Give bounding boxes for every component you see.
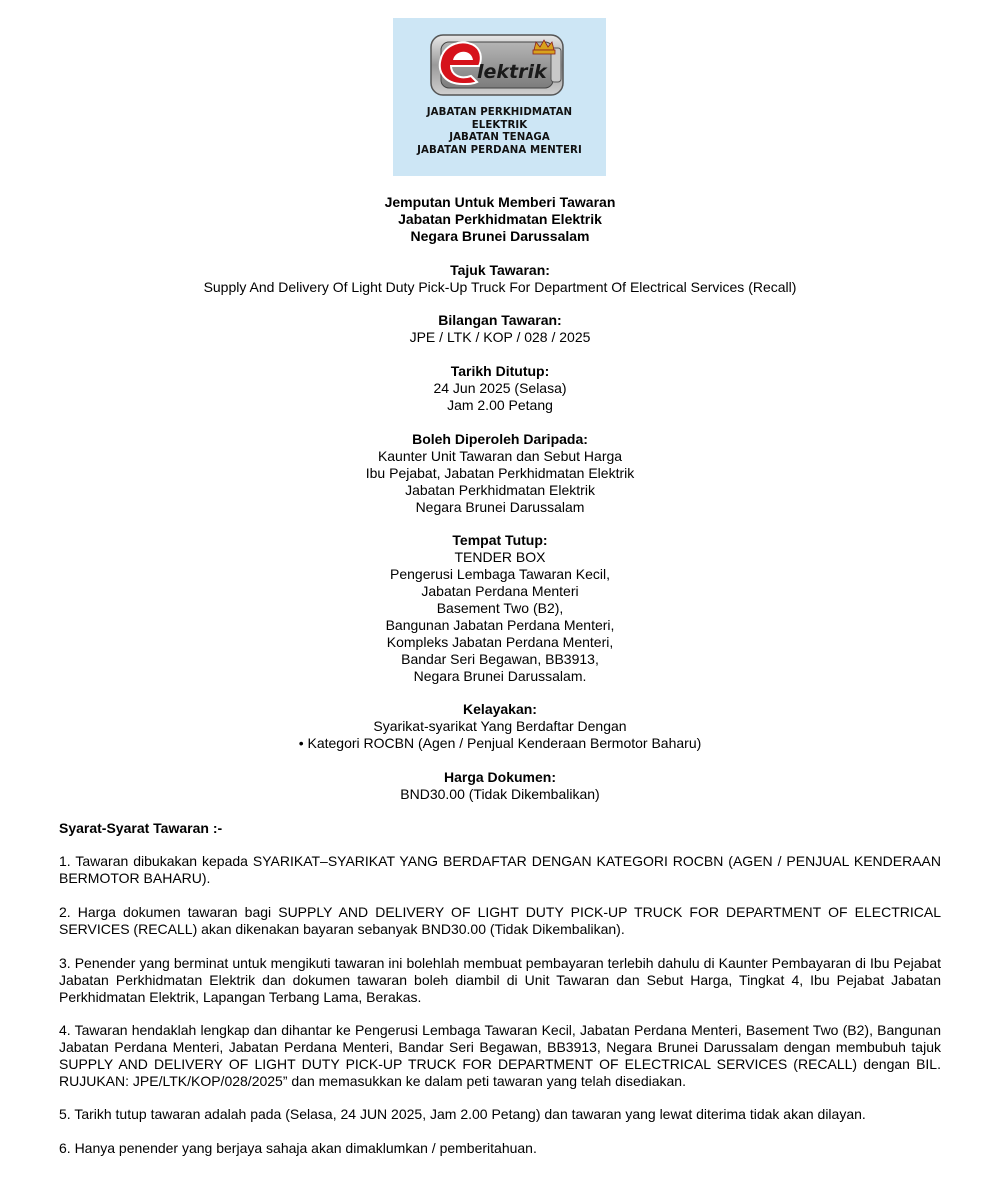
section-line: Bangunan Jabatan Perdana Menteri, [385,617,615,633]
logo-caption-line: JABATAN PERDANA MENTERI [417,144,582,156]
closing-date-section [100,363,900,414]
section-line: TENDER BOX [454,549,546,565]
section-line: Kompleks Jabatan Perdana Menteri, [386,634,614,650]
section-line: • Kategori ROCBN (Agen / Penjual Kenderaan Bermotor Baharu) [298,735,702,751]
tender-title-section [100,262,900,296]
section-line: Jam 2.00 Petang [447,397,553,413]
crown-icon [533,40,555,54]
section-label: Tajuk Tawaran: [450,262,550,278]
logo-brand-text: lektrik [477,61,547,83]
section-label: Boleh Diperoleh Daripada: [412,431,588,447]
term-item: 3. Penender yang berminat untuk mengikuti tawaran ini bolehlah membuat pembayaran terlebih dahulu di Kaunter Pembayaran di Ibu Pejabat Jabatan Perkhidmatan Elektrik dan dokumen tawaran boleh diambil di Unit Tawaran dan Sebut Harga, Tingkat 4, Ibu Pejabat Jabatan Perkhidmatan Elektrik, Lapangan Terbang Lama, Berakas. [59,955,941,1005]
eligibility-section [100,701,900,752]
logo-caption-line: JABATAN TENAGA [449,132,550,143]
terms-title: Syarat-Syarat Tawaran :- [59,820,223,836]
section-value: BND30.00 (Tidak Dikembalikan) [400,786,600,802]
tender-number-section [100,312,900,346]
department-logo [393,18,606,176]
header-line: Jabatan Perkhidmatan Elektrik [398,211,602,227]
section-line: Basement Two (B2), [436,600,564,616]
section-line: Ibu Pejabat, Jabatan Perkhidmatan Elektrik [365,465,635,481]
section-value: JPE / LTK / KOP / 028 / 2025 [409,329,591,345]
closing-place-section [100,532,900,685]
section-label: Kelayakan: [463,701,537,717]
section-line: Syarikat-syarikat Yang Berdaftar Dengan [373,718,627,734]
section-label: Harga Dokumen: [443,769,557,785]
logo-caption-line: JABATAN PERKHIDMATAN [426,107,573,118]
section-line: Jabatan Perdana Menteri [421,583,579,599]
section-line: Pengerusi Lembaga Tawaran Kecil, [390,566,610,582]
document-price-section [100,769,900,803]
section-line: Kaunter Unit Tawaran dan Sebut Harga [377,448,623,464]
invitation-header [100,194,900,245]
header-line: Jemputan Untuk Memberi Tawaran [384,194,616,210]
section-label: Bilangan Tawaran: [438,312,562,328]
section-label: Tarikh Ditutup: [450,363,550,379]
section-line: Negara Brunei Darussalam [415,499,585,515]
section-value: Supply And Delivery Of Light Duty Pick-Up Truck For Department Of Electrical Services (Recall) [203,279,797,295]
logo-caption [393,107,606,157]
term-item: 2. Harga dokumen tawaran bagi SUPPLY AND DELIVERY OF LIGHT DUTY PICK-UP TRUCK FOR DEPARTMENT OF ELECTRICAL SERVICES (RECALL) akan dikenakan bayaran sebanyak BND30.00 (Tidak Dikembalikan). [59,904,941,937]
section-line: Bandar Seri Begawan, BB3913, [401,651,599,667]
header-line: Negara Brunei Darussalam [410,228,590,244]
section-line: 24 Jun 2025 (Selasa) [433,380,567,396]
section-label: Tempat Tutup: [452,532,548,548]
term-item: 4. Tawaran hendaklah lengkap dan dihantar ke Pengerusi Lembaga Tawaran Kecil, Jabatan Perdana Menteri, Basement Two (B2), Bangunan Jabatan Perdana Menteri, Jabatan Perdana Menteri, Bandar Seri Begawan, BB3913, Negara Brunei Darussalam dengan membubuh tajuk SUPPLY AND DELIVERY OF LIGHT DUTY PICK-UP TRUCK FOR DEPARTMENT OF ELECTRICAL SERVICES (RECALL) dengan BIL. RUJUKAN: JPE/LTK/KOP/028/2025” dan memasukkan ke dalam peti tawaran yang telah disediakan. [59,1022,941,1089]
section-line: Negara Brunei Darussalam. [413,668,587,684]
term-item: 1. Tawaran dibukakan kepada SYARIKAT–SYARIKAT YANG BERDAFTAR DENGAN KATEGORI ROCBN (AGEN / PENJUAL KENDERAAN BERMOTOR BAHARU). [59,853,941,886]
logo-caption-line: ELEKTRIK [471,119,528,131]
obtain-from-section [100,431,900,516]
term-item: 5. Tarikh tutup tawaran adalah pada (Selasa, 24 JUN 2025, Jam 2.00 Petang) dan tawaran yang lewat diterima tidak akan dilayan. [59,1106,866,1122]
term-item: 6. Hanya penender yang berjaya sahaja akan dimaklumkan / pemberitahuan. [59,1140,537,1156]
section-line: Jabatan Perkhidmatan Elektrik [405,482,595,498]
